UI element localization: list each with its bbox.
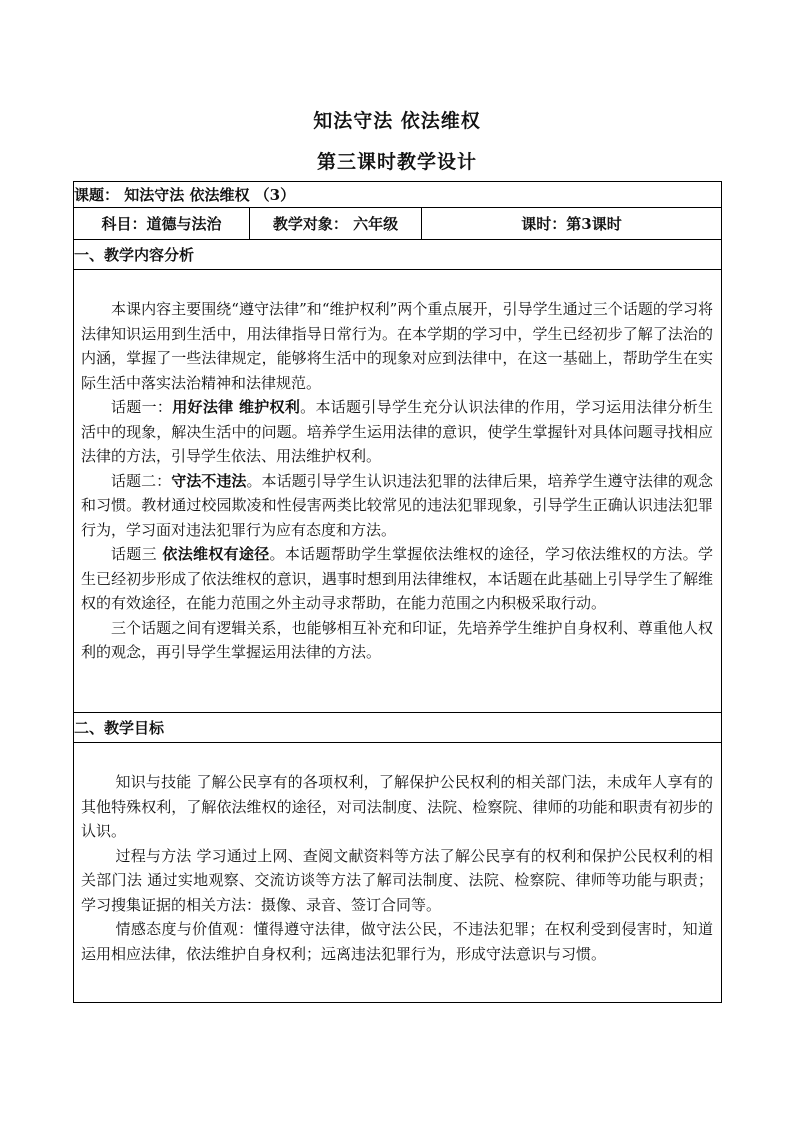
topic2-title: 守法不违法 (171, 471, 247, 490)
topic3-label: 话题三 (111, 545, 157, 563)
intro-paragraph: 本课内容主要围绕“遵守法律”和“维护权利”两个重点展开，引导学生通过三个话题的学习将法律知识运用到生活中，用法律指导日常行为。在本学期的学习中，学生已经初步了解了法治的内涵，掌握了一些法律规定，能够将生活中的现象对应到法律中，在这一基础上，帮助学生在实际生活中落实法治精神和法律规范。 (81, 300, 714, 392)
summary-paragraph: 三个话题之间有逻辑关系，也能够相互补充和印证，先培养学生维护自身权利、尊重他人权利的观念，再引导学生掌握运用法律的方法。 (81, 618, 714, 661)
goal-knowledge-paragraph: 知识与技能 了解公民享有的各项权利，了解保护公民权利的相关部门法，未成年人享有的其他特殊权利，了解依法维权的途径，对司法制度、法院、检察院、律师的功能和职责有初步的认识。 (81, 773, 714, 840)
topic2-label: 话题二： (111, 471, 172, 490)
topic3-title: 依法维权有途径 (156, 545, 270, 563)
subject-cell: 科目：道德与法治 (74, 208, 250, 240)
goal-attitude-paragraph: 情感态度与价值观：懂得遵守法律，做守法公民，不违法犯罪；在权利受到侵害时，知道运用相应法律，依法维护自身权利；远离违法犯罪行为，形成守法意识与习惯。 (81, 920, 714, 963)
section-heading-content-analysis: 一、教学内容分析 (74, 240, 722, 270)
topic1-title: 用好法律 维护权利 (172, 398, 301, 416)
lesson-plan-table (73, 181, 722, 1003)
topic3-text: 。本话题帮助学生掌握依法维权的途径，学习依法维权的方法。学生已经初步形成了依法维权的意识，遇事时想到用法律维权，本话题在此基础上引导学生了解维权的有效途径，在能力范围之外主动寻求帮助，在能力范围之内积极采取行动。 (81, 545, 714, 612)
goal-process-paragraph: 过程与方法 学习通过上网、查阅文献资料等方法了解公民享有的权利和保护公民权利的相关部门法 通过实地观察、交流访谈等方法了解司法制度、法院、检察院、律师等功能与职责；学习搜集证据的相关方法：摄像、录音、签订合同等。 (81, 846, 714, 914)
topic2-paragraph (81, 469, 713, 543)
content-analysis-cell (74, 270, 722, 713)
topic1-label: 话题一： (111, 398, 173, 416)
lesson-cell: 课时：第3课时 (422, 208, 722, 240)
document-subtitle: 第三课时教学设计 (316, 151, 477, 173)
teaching-goals-cell (74, 743, 722, 1003)
topic1-text: 。本话题引导学生充分认识法律的作用，学习运用法律分析生活中的现象，解决生活中的问题。培养学生运用法律的意识，使学生掌握针对具体问题寻找相应法律的方法，引导学生依法、用法维护权利。 (81, 398, 714, 465)
section-heading-teaching-goals: 二、教学目标 (74, 713, 722, 743)
document-title: 知法守法 依法维权 (313, 110, 481, 132)
audience-cell: 教学对象： 六年级 (250, 208, 422, 240)
topic-cell: 课题： 知法守法 依法维权 （3） (74, 182, 722, 208)
topic1-paragraph (81, 395, 713, 469)
topic2-text: 。本话题引导学生认识违法犯罪的法律后果，培养学生遵守法律的观念和习惯。教材通过校园欺凌和性侵害两类比较常见的违法犯罪现象，引导学生正确认识违法犯罪行为，学习面对违法犯罪行为应有态度和方法。 (81, 471, 714, 539)
topic3-paragraph (81, 542, 713, 616)
